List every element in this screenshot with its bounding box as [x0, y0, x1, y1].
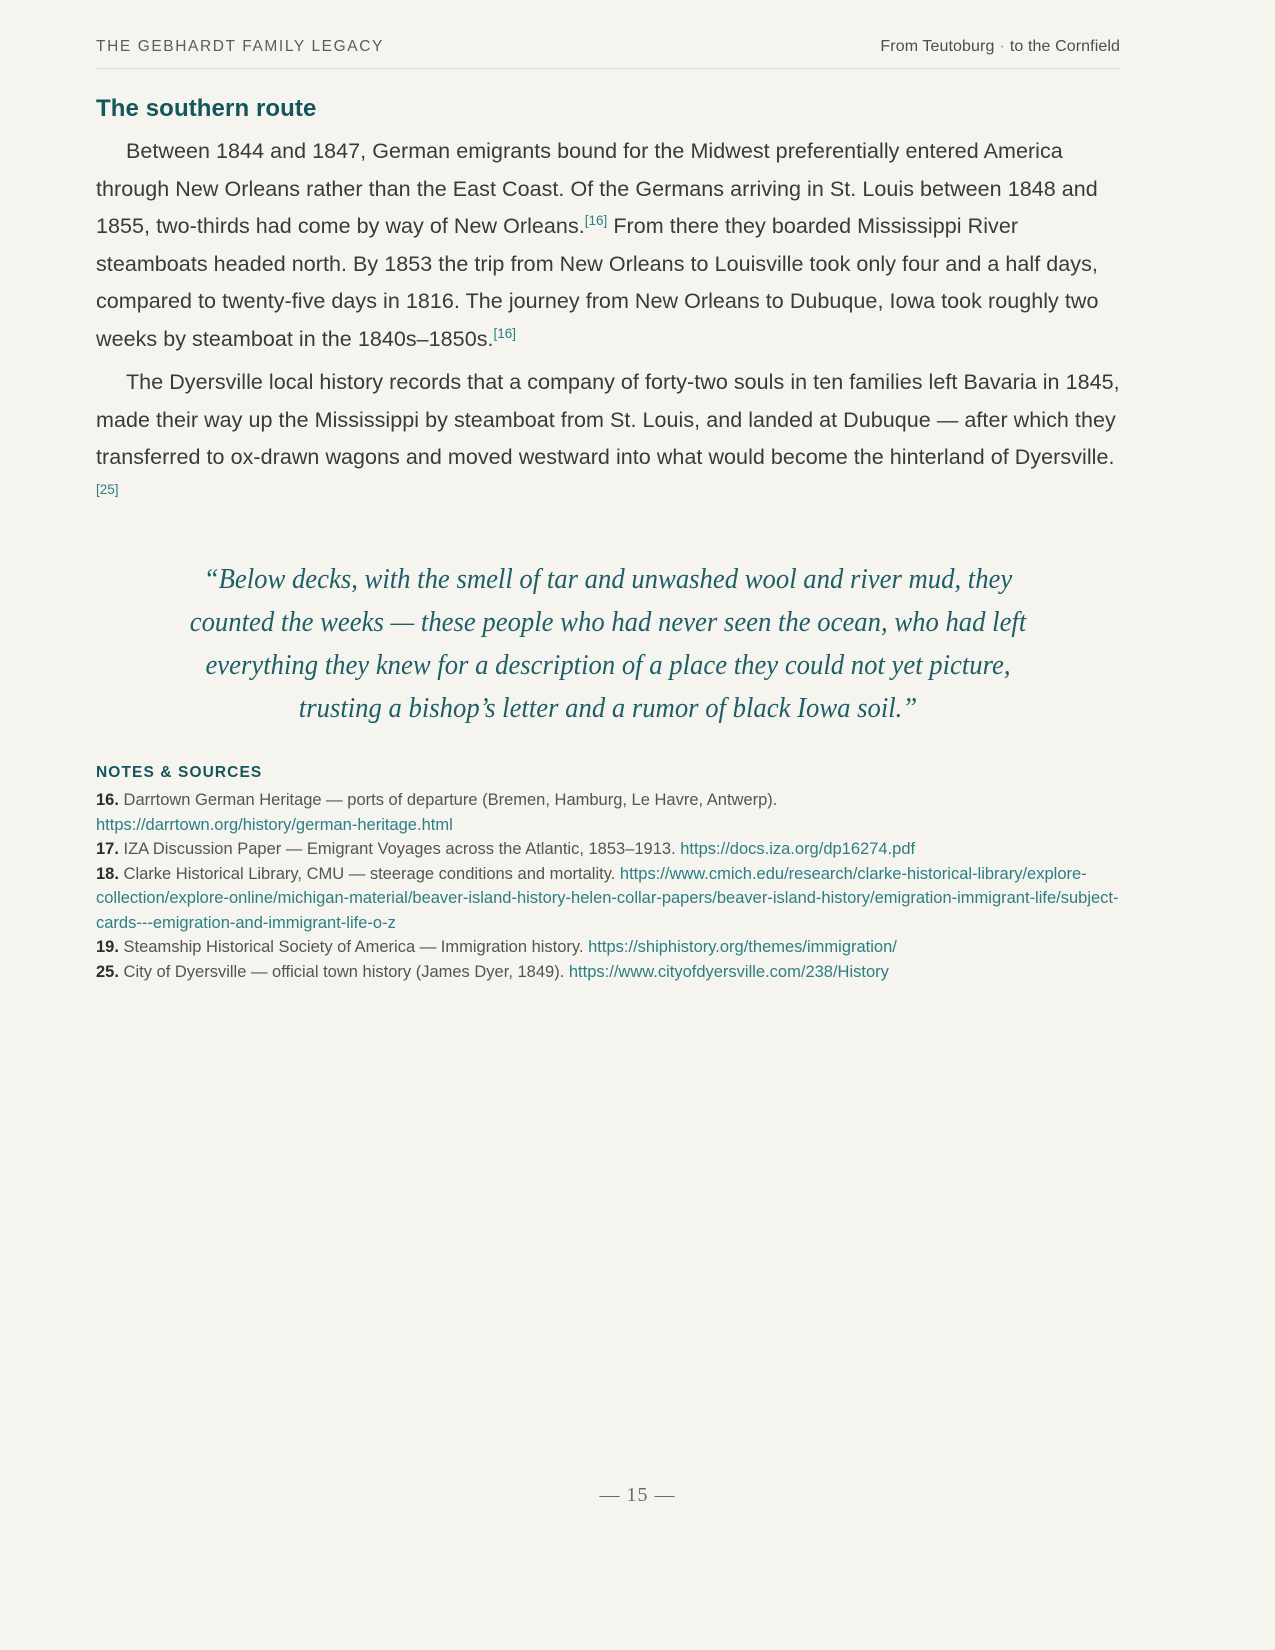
note-number: 25.	[96, 962, 119, 981]
footnote-ref-25[interactable]: [25]	[96, 481, 119, 497]
running-head-book-title: THE GEBHARDT FAMILY LEGACY	[96, 38, 384, 55]
paragraph-2	[96, 364, 1120, 514]
note-number: 17.	[96, 840, 119, 858]
note-item	[96, 862, 1120, 936]
note-text: Darrtown German Heritage — ports of departure (Bremen, Hamburg, Le Havre, Antwerp).	[118, 791, 778, 809]
note-text: City of Dyersville — official town history (James Dyer, 1849).	[118, 962, 569, 981]
running-head-chapter-part-1: From Teutoburg	[880, 38, 995, 55]
note-number: 19.	[96, 938, 119, 956]
note-number: 16.	[96, 791, 119, 809]
note-item	[96, 788, 1120, 837]
paragraph-1	[96, 133, 1120, 358]
note-item	[96, 960, 1120, 985]
running-head-chapter	[880, 38, 1120, 56]
note-text: Steamship Historical Society of America — Immigration history.	[118, 938, 589, 956]
running-head-chapter-part-2: to the Cornfield	[1009, 38, 1120, 55]
note-item	[96, 935, 1120, 960]
paragraph-1-text-1: Between 1844 and 1847, German emigrants bound for the Midwest preferentially entered America through New Orleans rather than the East Coast. Of the Germans arriving in St. Louis between 1848 and 1855, two-thirds had come by way of New Orleans.	[96, 139, 1098, 238]
note-url-link[interactable]: https://shiphistory.org/themes/immigration/	[588, 938, 897, 956]
notes-list	[96, 788, 1120, 984]
footnote-ref-16b[interactable]: [16]	[493, 325, 517, 341]
note-url-link[interactable]: https://darrtown.org/history/german-heritage.html	[96, 815, 453, 834]
notes-section-title: NOTES & SOURCES	[96, 764, 263, 781]
paragraph-2-text-1: The Dyersville local history records that a company of forty-two souls in ten families left Bavaria in 1845, made their way up the Mississippi by steamboat from St. Louis, and landed at Dubuque — after which they transferred to ox-drawn wagons and moved westward into what would become the hinterland of Dyersville.	[96, 370, 1120, 469]
page-content	[96, 0, 1120, 984]
notes-and-sources-section	[96, 764, 1120, 984]
paragraph-1-text-2: From there they boarded Mississippi River steamboats headed north. By 1853 the trip from New Orleans to Louisville took only four and a half days, compared to twenty-five days in 1816. The journey from New Orleans to Dubuque, Iowa took roughly two weeks by steamboat in the 1840s–1850s.	[96, 214, 1099, 351]
running-head-separator: ·	[999, 38, 1005, 55]
note-url-link[interactable]: https://www.cmich.edu/research/clarke-historical-library/explore-collection/explore-online/michigan-material/beaver-island-history-helen-collar-papers/beaver-island-history/emigration-immigrant-life/subject-cards---emigration-and-immigrant-life-o-z	[96, 864, 1119, 932]
footnote-ref-16a[interactable]: [16]	[584, 212, 608, 228]
running-head	[96, 0, 1120, 69]
section-heading: The southern route	[96, 95, 317, 122]
page-number: — 15 —	[599, 1484, 676, 1506]
note-url-link[interactable]: https://docs.iza.org/dp16274.pdf	[680, 840, 916, 858]
note-number: 18.	[96, 864, 119, 883]
pull-quote: “Below decks, with the smell of tar and unwashed wool and river mud, they counted the weeks — these people who had never seen the ocean, who had left everything they knew for a description of a place they could not yet picture, trusting a bishop’s letter and a rumor of black Iowa soil.”	[189, 563, 1027, 724]
note-item	[96, 837, 1120, 862]
note-url-link[interactable]: https://www.cityofdyersville.com/238/History	[568, 962, 889, 981]
note-text: IZA Discussion Paper — Emigrant Voyages across the Atlantic, 1853–1913.	[118, 840, 681, 858]
note-text: Clarke Historical Library, CMU — steerage conditions and mortality.	[118, 864, 620, 883]
